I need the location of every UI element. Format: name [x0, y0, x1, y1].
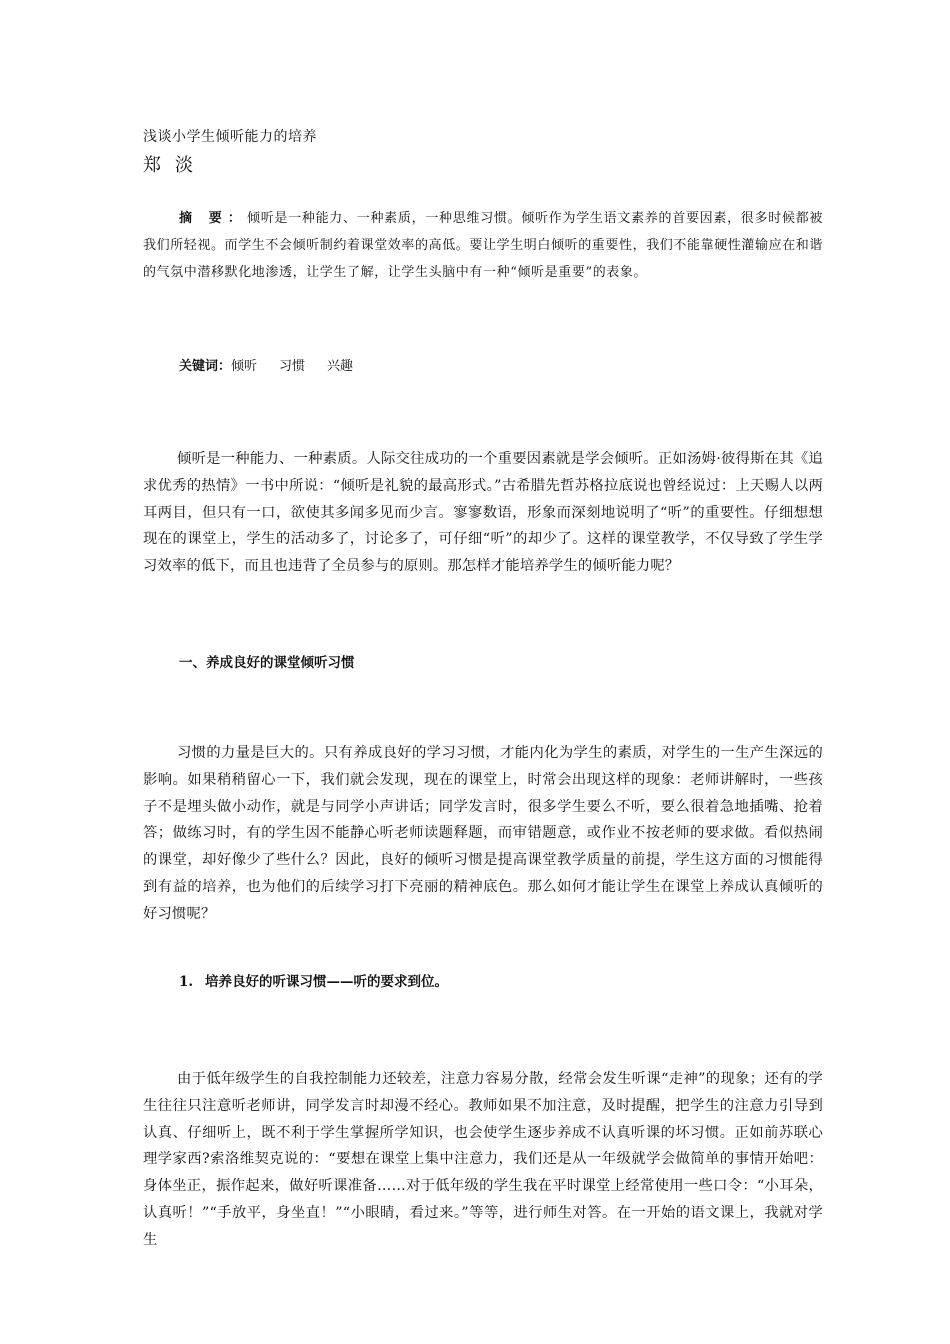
- abstract-block: [143, 205, 823, 286]
- keywords-label: 关键词：: [179, 359, 232, 374]
- abstract-text: 倾听是一种能力、一种素质，一种思维习惯。倾听作为学生语文素养的首要因素，很多时候都被我们所轻视。而学生不会倾听制约着课堂效率的高低。要让学生明白倾听的重要性，我们不能靠硬性灌输应在和谐的气氛中潜移默化地渗透，让学生了解，让学生头脑中有一种“倾听是重要”的表象。: [143, 211, 824, 280]
- section-heading: 一、养成良好的课堂倾听习惯: [179, 655, 355, 671]
- body-paragraph: 习惯的力量是巨大的。只有养成良好的学习习惯，才能内化为学生的素质，对学生的一生产生深远的影响。如果稍稍留心一下，我们就会发现，现在的课堂上，时常会出现这样的现象：老师讲解时，一些孩子不是埋头做小动作，就是与同学小声讲话；同学发言时，很多学生要么不听，要么很着急地插嘴、抢着答；做练习时，有的学生因不能静心听老师读题释题，而审错题意，或作业不按老师的要求做。看似热闹的课堂，却好像少了些什么？因此，良好的倾听习惯是提高课堂教学质量的前提，学生这方面的习惯能得到有益的培养，也为他们的后续学习打下亮丽的精神底色。那么如何才能让学生在课堂上养成认真倾听的好习惯呢？: [143, 745, 823, 922]
- document-title: 浅谈小学生倾听能力的培养: [143, 129, 317, 145]
- body-paragraph: 倾听是一种能力、一种素质。人际交往成功的一个重要因素就是学会倾听。正如汤姆·彼得斯在其《追求优秀的热情》一书中所说：“倾听是礼貌的最高形式。”古希腊先哲苏格拉底说也曾经说过：上天赐人以两耳两目，但只有一口，欲使其多闻多见而少言。寥寥数语，形象而深刻地说明了“听”的重要性。仔细想想现在的课堂上，学生的活动多了，讨论多了，可仔细“听”的却少了。这样的课堂教学，不仅导致了学生学习效率的低下，而且也违背了全员参与的原则。那怎样才能培养学生的倾听能力呢？: [143, 451, 823, 575]
- body-paragraph: 由于低年级学生的自我控制能力还较差，注意力容易分散，经常会发生听课“走神”的现象；还有的学生往往只注意听老师讲，同学发言时却漫不经心。教师如果不加注意，及时提醒，把学生的注意力引导到认真、仔细听上，既不利于学生掌握所学知识，也会使学生逐步养成不认真听课的坏习惯。正如前苏联心理学家西?索洛维契克说的：“要想在课堂上集中注意力，我们还是从一年级就学会做简单的事情开始吧：身体坐正，振作起来，做好听课准备……对于低年级的学生我在平时课堂上经常使用一些口令：“小耳朵，认真听！”“手放平，身坐直！”“小眼睛，看过来。”等等，进行师生对答。在一开始的语文课上，我就对学生: [143, 1071, 823, 1248]
- keyword-item: 习惯: [279, 359, 306, 374]
- keywords-line: [179, 355, 375, 374]
- keyword-item: 兴趣: [327, 359, 354, 374]
- subsection-heading: [179, 970, 448, 990]
- subsection-title: 培养良好的听课习惯——听的要求到位。: [205, 974, 448, 990]
- author-name: 郑淡: [143, 155, 207, 176]
- abstract-label: 摘 要：: [179, 211, 247, 226]
- subsection-number: 1.: [179, 974, 194, 990]
- keyword-item: 倾听: [231, 359, 258, 374]
